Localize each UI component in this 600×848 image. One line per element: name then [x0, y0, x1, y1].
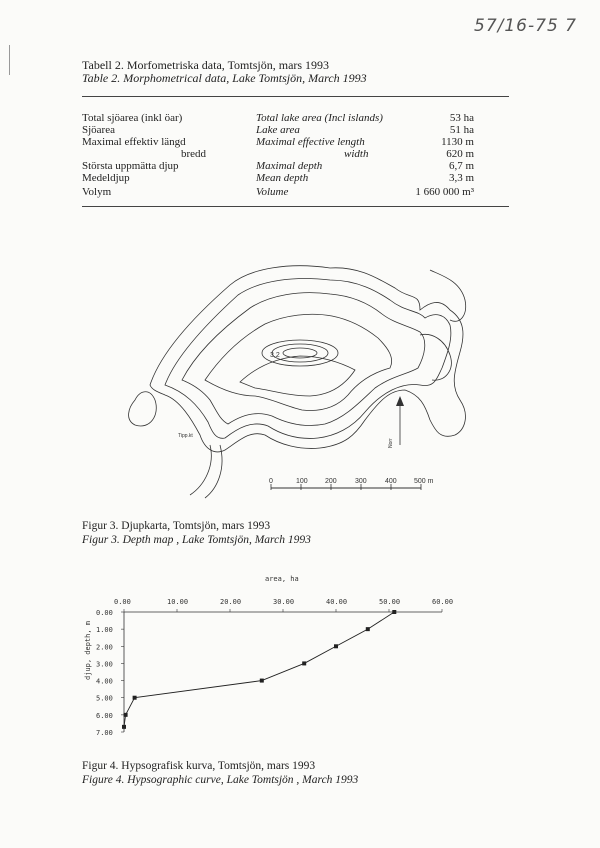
x-tick-label: 30.00 [273, 598, 295, 606]
series-line [124, 612, 394, 727]
data-point [122, 725, 126, 729]
row-label-en: Volume [256, 186, 289, 198]
scale-label: 0 [269, 478, 273, 485]
data-point [124, 713, 128, 717]
y-tick-label: 1.00 [96, 626, 113, 635]
row-value: 53 ha [449, 112, 474, 124]
y-axis-label: djup, depth, m [84, 620, 92, 680]
row-label-sv: bredd [181, 148, 207, 160]
north-arrow-head [396, 396, 404, 406]
y-tick-label: 2.00 [96, 643, 113, 652]
handwritten-note: 57/16-75 7 [474, 16, 577, 36]
row-label-sv: Sjöarea [82, 124, 115, 136]
row-label-en: Maximal effective length [256, 136, 365, 148]
row-label-en: Mean depth [256, 172, 309, 184]
y-tick-label: 5.00 [96, 694, 113, 703]
y-tick-label: 3.00 [96, 660, 113, 669]
row-value: 620 m [446, 148, 474, 160]
data-point [366, 627, 370, 631]
data-point [392, 610, 396, 614]
x-tick-label: 10.00 [167, 598, 189, 606]
hypsographic-chart [80, 570, 460, 750]
depth-label: 3,2 [270, 352, 280, 359]
figure3-caption-sv: Figur 3. Djupkarta, Tomtsjön, mars 1993 [82, 520, 271, 532]
table-row [82, 172, 502, 185]
x-tick-label: 40.00 [326, 598, 348, 606]
table-bottom-rule [82, 206, 509, 207]
data-point [260, 679, 264, 683]
scale-label: 200 [325, 478, 337, 485]
y-tick-label: 4.00 [96, 677, 113, 686]
row-label-sv: Största uppmätta djup [82, 160, 179, 172]
table-title-en: Table 2. Morphometrical data, Lake Tomtsjön, March 1993 [82, 71, 367, 85]
north-label: Norr [388, 438, 394, 448]
row-label-en: width [344, 148, 369, 160]
row-label-en: Lake area [256, 124, 300, 136]
y-tick-label: 7.00 [96, 729, 113, 737]
figure3-caption-en: Figur 3. Depth map , Lake Tomtsjön, March 1993 [82, 534, 311, 546]
scale-label: 300 [355, 478, 367, 485]
row-label-en: Maximal depth [256, 160, 323, 172]
data-point [133, 696, 137, 700]
x-tick-label: 20.00 [220, 598, 242, 606]
x-tick-label: 50.00 [379, 598, 401, 606]
row-label-sv: Medeldjup [82, 172, 130, 184]
data-point [302, 661, 306, 665]
table-title-sv: Tabell 2. Morfometriska data, Tomtsjön, mars 1993 [82, 58, 330, 72]
binder-mark [9, 45, 11, 75]
row-label-en: Total lake area (Incl islands) [256, 112, 383, 124]
row-value: 6,7 m [448, 160, 474, 172]
row-label-sv: Total sjöarea (inkl öar) [82, 112, 183, 124]
table-row [82, 186, 502, 199]
y-tick-label: 0.00 [96, 609, 113, 617]
row-label-sv: Maximal effektiv längd [82, 136, 186, 148]
x-tick-label: 60.00 [432, 598, 454, 606]
scale-bar [269, 478, 434, 490]
y-tick-label: 6.00 [96, 711, 113, 720]
row-label-sv: Volym [82, 186, 112, 198]
scale-label: 500 m [414, 478, 434, 485]
row-value: 51 ha [449, 124, 474, 136]
point-label: Tipp.kt [178, 433, 193, 439]
row-value: 3,3 m [448, 172, 474, 184]
shoreline [150, 266, 465, 452]
scale-label: 400 [385, 478, 397, 485]
x-axis-label: area, ha [265, 575, 299, 583]
row-value: 1 660 000 m³ [415, 186, 474, 198]
scale-label: 100 [296, 478, 308, 485]
table-top-rule [82, 96, 509, 97]
data-point [334, 644, 338, 648]
x-tick-label: 0.00 [114, 598, 131, 606]
figure4-caption-en: Figure 4. Hypsographic curve, Lake Tomtsjön , March 1993 [82, 774, 359, 786]
depth-map [120, 240, 480, 500]
row-value: 1130 m [441, 136, 474, 148]
figure4-caption-sv: Figur 4. Hypsografisk kurva, Tomtsjön, mars 1993 [82, 760, 316, 772]
